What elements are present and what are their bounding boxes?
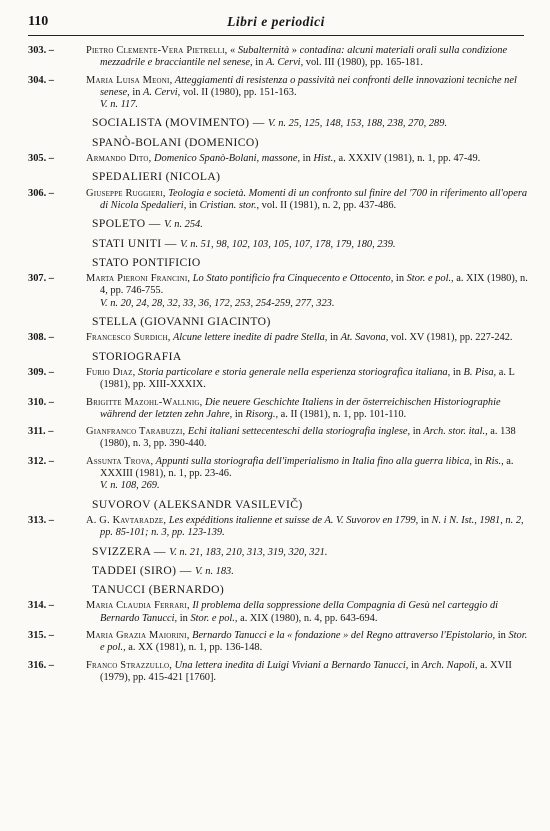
entry-author: Francesco Surdich, <box>86 332 171 344</box>
entry-title: contadina: alcuni materiali orali sulla condizione mezzadrile e bracciantile nel senese, <box>100 45 508 69</box>
heading-crossref: V. n. 25, 125, 148, 153, 188, 238, 270, 289. <box>268 118 448 130</box>
heading-storiografia: STORIOGRAFIA <box>92 349 182 363</box>
heading-socialista: SOCIALISTA (MOVIMENTO) — V. n. 25, 125, 148, 153, 188, 238, 270, 289. <box>92 116 448 130</box>
entry-title: Appunti sulla storiografia dell'imperialismo in Italia fino alla guerra libica, <box>153 455 472 467</box>
entry-text: A. G. Kavtaradze, Les expéditions italienne et suisse de A. V. Suvorov en 1799, in N. i N. Ist., 1981, n. 2, pp. 85-101; n. 3, pp. 123-139. <box>86 514 524 539</box>
entry-310 <box>28 397 528 422</box>
entry-citation: a. XX (1981), n. 1, pp. 136-148. <box>125 642 263 654</box>
entry-number: 306. – <box>28 187 54 199</box>
entry-316 <box>28 660 528 685</box>
entry-text: Maria Grazia Maiorini, Bernardo Tanucci e la « fondazione » del Regno attraverso l'Epistolario, in Stor. e pol., a. XX (1981), n. 1, pp. 136-148. <box>86 629 528 654</box>
entry-number: 314. – <box>28 600 54 612</box>
entry-author: Maria Luisa Meoni, <box>86 74 173 86</box>
entry-author: Pietro Clemente-Vera Pietrelli, <box>86 45 228 56</box>
entry-journal: A. Cervi, <box>265 57 304 69</box>
heading-spoleto: SPOLETO — V. n. 254. <box>92 217 203 231</box>
entry-journal: Hist., <box>313 153 336 165</box>
entry-title: Les expéditions italienne et suisse de A. V. Suvorov en 1799, <box>166 514 419 526</box>
entry-text: Francesco Surdich, Alcune lettere inedite di padre Stella, in At. Savona, vol. XV (1981), pp. 227-242. <box>86 332 513 344</box>
entry-306 <box>28 188 528 213</box>
entry-journal: Arch. Napoli, <box>421 659 478 671</box>
entry-text: Pietro Clemente-Vera Pietrelli, « Subalternità » contadina: alcuni materiali orali sulla condizione mezzadrile e bracciantile nel senese, in A. Cervi, vol. III (1980), pp. 165-181. <box>86 45 508 69</box>
entry-citation: a. XXXIV (1981), n. 1, pp. 47-49. <box>335 153 481 165</box>
entry-title: Lo Stato pontificio fra Cinquecento e Ottocento, <box>190 273 394 285</box>
entry-title: Il problema della soppressione della Compagnia di Gesù nel carteggio di Bernardo Tanucci, <box>100 600 499 624</box>
entry-crossref: V. n. 117. <box>100 99 139 111</box>
entry-author: Armando Dito, <box>86 153 152 165</box>
entry-author: Maria Grazia Maiorini, <box>86 629 190 641</box>
heading-stato-pontificio: STATO PONTIFICIO <box>92 255 201 269</box>
entry-number: 311. – <box>28 426 54 438</box>
entry-311 <box>28 426 528 451</box>
entry-309 <box>28 367 528 392</box>
entry-citation: vol. III (1980), pp. 165-181. <box>303 57 423 69</box>
entry-number: 305. – <box>28 153 54 165</box>
entry-title: Bernardo Tanucci e la « fondazione » del Regno attraverso l'Epistolario, <box>189 629 496 641</box>
entry-journal: Risorg., <box>245 408 279 420</box>
heading-suvorov: SUVOROV (ALEKSANDR VASILEVIČ) <box>92 497 303 511</box>
entry-author: Assunta Trova, <box>86 455 154 467</box>
heading-stella: STELLA (GIOVANNI GIACINTO) <box>92 315 271 329</box>
entry-author: Gianfranco Tarabuzzi, <box>86 426 186 438</box>
entry-text: Maria Claudia Ferrari, Il problema della soppressione della Compagnia di Gesù nel carteggio di Bernardo Tanucci, in Stor. e pol., a. XIX (1980), n. 4, pp. 643-694. <box>86 600 499 624</box>
entry-314 <box>28 600 528 625</box>
entry-title: Una lettera inedita di Luigi Viviani a Bernardo Tanucci, <box>172 659 409 671</box>
entry-citation: vol. II (1981), n. 2, pp. 437-486. <box>259 199 397 211</box>
entry-journal: Arch. stor. ital., <box>423 426 488 438</box>
entry-citation: vol. XV (1981), pp. 227-242. <box>388 332 513 344</box>
entry-text: Furio Diaz, Storia particolare e storia generale nella esperienza storiografica italiana, in B. Pisa, a. L (1981), pp. XIII-XXXIX. <box>86 366 515 391</box>
entry-number: 313. – <box>28 514 54 526</box>
entry-author: Maria Claudia Ferrari, <box>86 600 190 612</box>
entry-citation: 1981, n. 2, pp. 85-101; n. 3, pp. 123-139. <box>100 514 524 539</box>
page-number: 110 <box>28 14 49 29</box>
heading-svizzera: SVIZZERA — V. n. 21, 183, 210, 313, 319, 320, 321. <box>92 544 328 558</box>
heading-tanucci: TANUCCI (BERNARDO) <box>92 583 225 597</box>
entry-title: Atteggiamenti di resistenza o passività nei confronti delle innovazioni tecniche nel senese, <box>100 74 517 98</box>
entry-title: Die neuere Geschichte Italiens in der österreichischen Historiographie während der letzten zehn Jahre, <box>100 396 501 420</box>
entry-305 <box>28 153 528 165</box>
entry-journal: Stor. e pol., <box>100 629 528 654</box>
entry-text: Gianfranco Tarabuzzi, Echi italiani settecenteschi della storiografia inglese, in Arch. stor. ital., a. 138 (1980), n. 3, pp. 390-440. <box>86 426 516 450</box>
bibliography-list <box>28 45 528 689</box>
entry-citation: a. L (1981), pp. XIII-XXXIX. <box>100 366 515 391</box>
heading-taddei: TADDEI (SIRO) — V. n. 183. <box>92 563 234 577</box>
entry-citation: a. XVII (1979), pp. 415-421 [1760]. <box>100 659 512 683</box>
page-header <box>28 14 524 34</box>
entry-312 <box>28 456 528 493</box>
entry-307 <box>28 273 528 310</box>
entry-author: Brigitte Mazohl-Wallnig, <box>86 396 203 408</box>
heading-spano-bolani: SPANÒ-BOLANI (DOMENICO) <box>92 135 259 149</box>
entry-citation: a. XIX (1980), n. 4, pp. 643-694. <box>237 612 378 624</box>
entry-title: Storia particolare e storia generale nella esperienza storiografica italiana, <box>135 366 451 378</box>
heading-crossref: V. n. 51, 98, 102, 103, 105, 107, 178, 179, 180, 239. <box>180 238 396 250</box>
entry-number: 307. – <box>28 273 54 285</box>
heading-stati-uniti: STATI UNITI — V. n. 51, 98, 102, 103, 105, 107, 178, 179, 180, 239. <box>92 236 396 250</box>
entry-journal: Ris., <box>485 455 504 467</box>
entry-text: Armando Dito, Domenico Spanò-Bolani, massone, in Hist., a. XXXIV (1981), n. 1, pp. 47-49. <box>86 153 481 165</box>
entry-title: Alcune lettere inedite di padre Stella, <box>170 332 328 344</box>
entry-citation: a. II (1981), n. 1, pp. 101-110. <box>278 408 407 420</box>
entry-number: 304. – <box>28 74 54 86</box>
entry-citation: a. XIX (1980), n. 4, pp. 746-755. <box>100 273 528 297</box>
entry-text: Assunta Trova, Appunti sulla storiografia dell'imperialismo in Italia fino alla guerra libica, in Ris., a. XXXIII (1981), n. 1, pp. 23-46. V. n. 108, 269. <box>86 455 514 492</box>
entry-journal: B. Pisa, <box>463 366 497 378</box>
entry-number: 312. – <box>28 455 54 467</box>
running-title: Libri e periodici <box>227 14 325 29</box>
entry-journal: Cristian. stor., <box>199 199 260 211</box>
entry-journal: Stor. e pol., <box>190 612 238 624</box>
heading-crossref: V. n. 183. <box>195 565 234 577</box>
entry-crossref: V. n. 108, 269. <box>100 480 160 492</box>
heading-crossref: V. n. 21, 183, 210, 313, 319, 320, 321. <box>169 546 328 558</box>
heading-spedalieri: SPEDALIERI (NICOLA) <box>92 170 221 184</box>
entry-number: 309. – <box>28 366 54 378</box>
header-rule <box>28 35 524 36</box>
entry-author: Franco Strazzullo, <box>86 659 173 671</box>
entry-citation: a. 138 (1980), n. 3, pp. 390-440. <box>100 426 516 450</box>
entry-journal: Stor. e pol., <box>406 273 454 285</box>
entry-author: Giuseppe Ruggieri, <box>86 187 166 199</box>
entry-author: Marta Pieroni Francini, <box>86 273 191 285</box>
entry-304 <box>28 75 528 112</box>
entry-citation: a. XXXIII (1981), n. 1, pp. 23-46. <box>100 455 514 480</box>
entry-number: 315. – <box>28 629 54 641</box>
entry-author: Furio Diaz, <box>86 366 136 378</box>
entry-crossref: V. n. 20, 24, 28, 32, 33, 36, 172, 253, 254-259, 277, 323. <box>100 297 335 309</box>
entry-journal: At. Savona, <box>340 332 389 344</box>
entry-number: 310. – <box>28 396 54 408</box>
entry-315 <box>28 630 528 655</box>
entry-journal: A. Cervi, <box>143 86 181 98</box>
entry-number: 316. – <box>28 659 54 671</box>
entry-number: 303. – <box>28 45 54 56</box>
entry-number: 308. – <box>28 332 54 344</box>
entry-citation: vol. II (1980), pp. 151-163. <box>180 86 297 98</box>
entry-308 <box>28 332 528 344</box>
entry-title: Teologia e società. Momenti di un confronto sul finire del '700 in riferimento all'opera di Nicola Spedalieri, <box>100 187 528 211</box>
entry-313 <box>28 515 528 540</box>
entry-author: A. G. Kavtaradze, <box>86 514 167 526</box>
entry-text: Brigitte Mazohl-Wallnig, Die neuere Geschichte Italiens in der österreichischen Historiographie während der letzten zehn Jahre, in Risorg., a. II (1981), n. 1, pp. 101-110. <box>86 396 501 420</box>
entry-title: Subalternità <box>237 45 290 56</box>
entry-text: Giuseppe Ruggieri, Teologia e società. Momenti di un confronto sul finire del '700 in riferimento all'opera di Nicola Spedalieri, in Cristian. stor., vol. II (1981), n. 2, pp. 437-486. <box>86 187 528 211</box>
entry-text: Franco Strazzullo, Una lettera inedita di Luigi Viviani a Bernardo Tanucci, in Arch. Napoli, a. XVII (1979), pp. 415-421 [1760]. <box>86 659 512 683</box>
entry-text: Maria Luisa Meoni, Atteggiamenti di resistenza o passività nei confronti delle innovazioni tecniche nel senese, in A. Cervi, vol. II (1980), pp. 151-163. V. n. 117. <box>86 74 517 111</box>
entry-title: Domenico Spanò-Bolani, massone, <box>151 153 301 165</box>
entry-title: Echi italiani settecenteschi della storiografia inglese, <box>185 426 411 438</box>
entry-journal: N. i N. Ist., <box>431 514 477 526</box>
entry-text: Marta Pieroni Francini, Lo Stato pontificio fra Cinquecento e Ottocento, in Stor. e pol., a. XIX (1980), n. 4, pp. 746-755. V. n. 20, 24, 28, 32, 33, 36, 172, 253, 254-259, 277, 323. <box>86 273 528 309</box>
heading-crossref: V. n. 254. <box>164 219 203 231</box>
entry-303 <box>28 45 528 70</box>
